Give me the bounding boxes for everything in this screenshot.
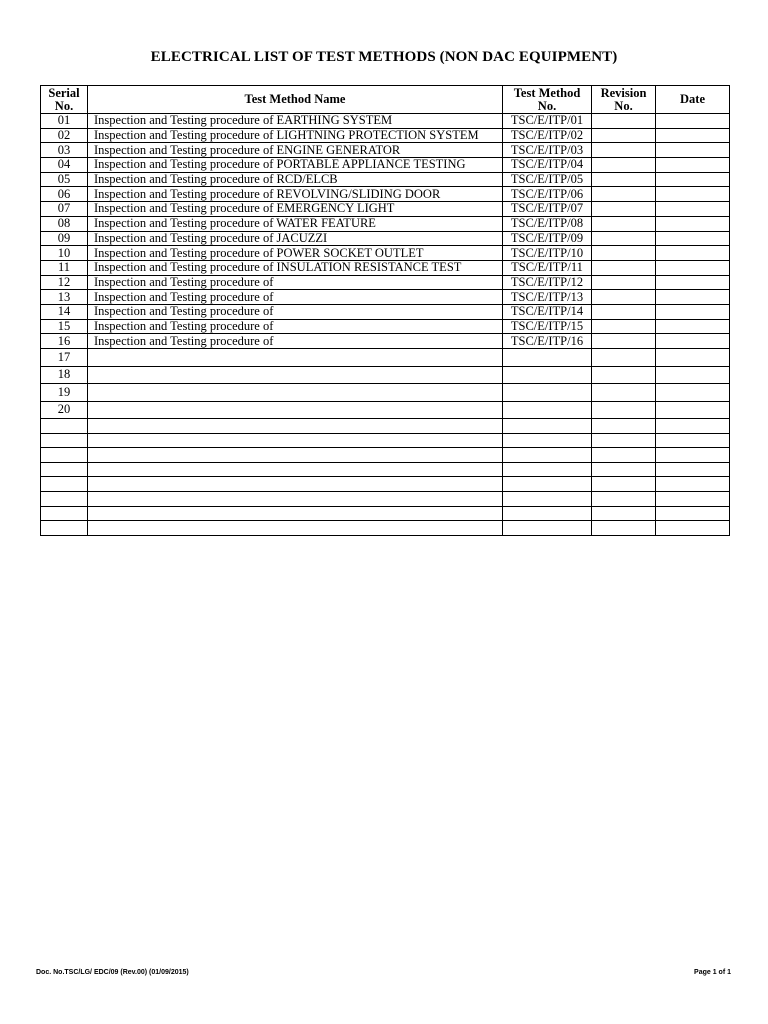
cell-date bbox=[656, 114, 730, 129]
cell-code: TSC/E/ITP/14 bbox=[503, 304, 592, 319]
cell-date bbox=[656, 202, 730, 217]
cell-revision bbox=[592, 349, 656, 367]
table-row bbox=[41, 521, 730, 536]
cell-code: TSC/E/ITP/08 bbox=[503, 216, 592, 231]
document-title: ELECTRICAL LIST OF TEST METHODS (NON DAC EQUIPMENT) bbox=[150, 49, 618, 65]
cell-date bbox=[656, 384, 730, 402]
cell-name bbox=[88, 506, 503, 521]
cell-code bbox=[503, 491, 592, 506]
cell-date bbox=[656, 158, 730, 173]
cell-date bbox=[656, 246, 730, 261]
cell-serial: 14 bbox=[41, 304, 88, 319]
table-row bbox=[41, 128, 730, 143]
cell-revision bbox=[592, 231, 656, 246]
cell-serial: 01 bbox=[41, 114, 88, 129]
table-row bbox=[41, 401, 730, 419]
cell-date bbox=[656, 128, 730, 143]
table-row bbox=[41, 143, 730, 158]
cell-code bbox=[503, 366, 592, 384]
cell-name: Inspection and Testing procedure of POWER SOCKET OUTLET bbox=[88, 246, 503, 261]
cell-code bbox=[503, 477, 592, 492]
cell-name: Inspection and Testing procedure of LIGHTNING PROTECTION SYSTEM bbox=[88, 128, 503, 143]
cell-revision bbox=[592, 246, 656, 261]
cell-name: Inspection and Testing procedure of ENGINE GENERATOR bbox=[88, 143, 503, 158]
cell-date bbox=[656, 462, 730, 477]
cell-name bbox=[88, 491, 503, 506]
cell-serial bbox=[41, 477, 88, 492]
cell-name bbox=[88, 349, 503, 367]
cell-revision bbox=[592, 260, 656, 275]
cell-name bbox=[88, 401, 503, 419]
cell-date bbox=[656, 216, 730, 231]
cell-revision bbox=[592, 319, 656, 334]
cell-revision bbox=[592, 433, 656, 448]
cell-revision bbox=[592, 158, 656, 173]
cell-name: Inspection and Testing procedure of bbox=[88, 304, 503, 319]
cell-name: Inspection and Testing procedure of EARTHING SYSTEM bbox=[88, 114, 503, 129]
cell-serial: 06 bbox=[41, 187, 88, 202]
cell-serial bbox=[41, 521, 88, 536]
cell-serial bbox=[41, 448, 88, 463]
cell-date bbox=[656, 349, 730, 367]
cell-date bbox=[656, 448, 730, 463]
cell-date bbox=[656, 143, 730, 158]
cell-date bbox=[656, 491, 730, 506]
cell-name: Inspection and Testing procedure of INSULATION RESISTANCE TEST bbox=[88, 260, 503, 275]
cell-serial: 02 bbox=[41, 128, 88, 143]
cell-code bbox=[503, 462, 592, 477]
cell-code bbox=[503, 384, 592, 402]
cell-code bbox=[503, 419, 592, 434]
cell-revision bbox=[592, 202, 656, 217]
cell-date bbox=[656, 401, 730, 419]
cell-revision bbox=[592, 172, 656, 187]
header-test-method-no: Test Method No. bbox=[503, 86, 592, 114]
cell-serial: 11 bbox=[41, 260, 88, 275]
cell-serial: 19 bbox=[41, 384, 88, 402]
table-row bbox=[41, 419, 730, 434]
cell-revision bbox=[592, 419, 656, 434]
cell-serial: 20 bbox=[41, 401, 88, 419]
table-row bbox=[41, 231, 730, 246]
cell-name bbox=[88, 433, 503, 448]
table-row bbox=[41, 260, 730, 275]
cell-code: TSC/E/ITP/16 bbox=[503, 334, 592, 349]
table-row bbox=[41, 202, 730, 217]
table-row bbox=[41, 304, 730, 319]
cell-serial: 17 bbox=[41, 349, 88, 367]
footer-doc-reference: Doc. No.TSC/LG/ EDC/09 (Rev.00) (01/09/2015) bbox=[36, 969, 189, 976]
cell-revision bbox=[592, 128, 656, 143]
cell-code: TSC/E/ITP/13 bbox=[503, 290, 592, 305]
cell-date bbox=[656, 290, 730, 305]
cell-revision bbox=[592, 366, 656, 384]
cell-revision bbox=[592, 506, 656, 521]
cell-name: Inspection and Testing procedure of bbox=[88, 334, 503, 349]
cell-serial bbox=[41, 462, 88, 477]
cell-revision bbox=[592, 477, 656, 492]
cell-name: Inspection and Testing procedure of REVOLVING/SLIDING DOOR bbox=[88, 187, 503, 202]
cell-serial: 05 bbox=[41, 172, 88, 187]
table-row bbox=[41, 114, 730, 129]
cell-name bbox=[88, 419, 503, 434]
header-serial: Serial No. bbox=[41, 86, 88, 114]
cell-name: Inspection and Testing procedure of bbox=[88, 319, 503, 334]
cell-code: TSC/E/ITP/12 bbox=[503, 275, 592, 290]
cell-serial bbox=[41, 433, 88, 448]
table-row bbox=[41, 366, 730, 384]
cell-name bbox=[88, 448, 503, 463]
cell-revision bbox=[592, 384, 656, 402]
cell-name: Inspection and Testing procedure of JACUZZI bbox=[88, 231, 503, 246]
table-row bbox=[41, 275, 730, 290]
cell-revision bbox=[592, 216, 656, 231]
table-row bbox=[41, 158, 730, 173]
cell-serial bbox=[41, 506, 88, 521]
cell-code: TSC/E/ITP/01 bbox=[503, 114, 592, 129]
table-row bbox=[41, 506, 730, 521]
table-row bbox=[41, 319, 730, 334]
test-methods-table bbox=[40, 85, 730, 536]
table-row bbox=[41, 477, 730, 492]
cell-serial: 15 bbox=[41, 319, 88, 334]
cell-name bbox=[88, 366, 503, 384]
cell-revision bbox=[592, 521, 656, 536]
cell-serial: 07 bbox=[41, 202, 88, 217]
table-row bbox=[41, 448, 730, 463]
cell-code: TSC/E/ITP/05 bbox=[503, 172, 592, 187]
cell-date bbox=[656, 477, 730, 492]
cell-code bbox=[503, 401, 592, 419]
cell-code: TSC/E/ITP/15 bbox=[503, 319, 592, 334]
cell-date bbox=[656, 521, 730, 536]
cell-revision bbox=[592, 290, 656, 305]
cell-code: TSC/E/ITP/03 bbox=[503, 143, 592, 158]
cell-revision bbox=[592, 401, 656, 419]
cell-name: Inspection and Testing procedure of RCD/ELCB bbox=[88, 172, 503, 187]
cell-name: Inspection and Testing procedure of bbox=[88, 290, 503, 305]
cell-revision bbox=[592, 114, 656, 129]
cell-revision bbox=[592, 187, 656, 202]
cell-code bbox=[503, 433, 592, 448]
table-row bbox=[41, 246, 730, 261]
table-row bbox=[41, 384, 730, 402]
cell-serial: 10 bbox=[41, 246, 88, 261]
cell-name: Inspection and Testing procedure of EMERGENCY LIGHT bbox=[88, 202, 503, 217]
header-revision: Revision No. bbox=[592, 86, 656, 114]
cell-date bbox=[656, 304, 730, 319]
cell-date bbox=[656, 419, 730, 434]
table-row bbox=[41, 216, 730, 231]
cell-name: Inspection and Testing procedure of WATER FEATURE bbox=[88, 216, 503, 231]
cell-date bbox=[656, 187, 730, 202]
cell-code: TSC/E/ITP/09 bbox=[503, 231, 592, 246]
cell-name bbox=[88, 462, 503, 477]
cell-code bbox=[503, 521, 592, 536]
cell-date bbox=[656, 172, 730, 187]
header-date: Date bbox=[656, 86, 730, 114]
cell-revision bbox=[592, 143, 656, 158]
cell-serial: 08 bbox=[41, 216, 88, 231]
table-header-row bbox=[41, 86, 730, 114]
cell-code: TSC/E/ITP/10 bbox=[503, 246, 592, 261]
cell-code: TSC/E/ITP/02 bbox=[503, 128, 592, 143]
cell-name bbox=[88, 384, 503, 402]
table-row bbox=[41, 290, 730, 305]
cell-serial: 03 bbox=[41, 143, 88, 158]
table-row bbox=[41, 491, 730, 506]
cell-revision bbox=[592, 448, 656, 463]
cell-date bbox=[656, 260, 730, 275]
footer-page-number: Page 1 of 1 bbox=[694, 969, 731, 976]
table-row bbox=[41, 172, 730, 187]
cell-date bbox=[656, 433, 730, 448]
cell-date bbox=[656, 334, 730, 349]
cell-date bbox=[656, 506, 730, 521]
cell-revision bbox=[592, 275, 656, 290]
cell-code: TSC/E/ITP/11 bbox=[503, 260, 592, 275]
cell-date bbox=[656, 231, 730, 246]
cell-serial: 16 bbox=[41, 334, 88, 349]
table-row bbox=[41, 433, 730, 448]
cell-code bbox=[503, 448, 592, 463]
cell-revision bbox=[592, 491, 656, 506]
cell-date bbox=[656, 319, 730, 334]
cell-serial: 04 bbox=[41, 158, 88, 173]
cell-code: TSC/E/ITP/04 bbox=[503, 158, 592, 173]
cell-code: TSC/E/ITP/07 bbox=[503, 202, 592, 217]
cell-serial: 13 bbox=[41, 290, 88, 305]
cell-serial: 12 bbox=[41, 275, 88, 290]
cell-date bbox=[656, 366, 730, 384]
table-row bbox=[41, 187, 730, 202]
cell-serial: 09 bbox=[41, 231, 88, 246]
cell-date bbox=[656, 275, 730, 290]
table-row bbox=[41, 462, 730, 477]
cell-code bbox=[503, 349, 592, 367]
cell-serial: 18 bbox=[41, 366, 88, 384]
cell-name bbox=[88, 477, 503, 492]
cell-name: Inspection and Testing procedure of PORTABLE APPLIANCE TESTING bbox=[88, 158, 503, 173]
cell-revision bbox=[592, 462, 656, 477]
cell-name: Inspection and Testing procedure of bbox=[88, 275, 503, 290]
cell-revision bbox=[592, 304, 656, 319]
table-row bbox=[41, 334, 730, 349]
cell-code: TSC/E/ITP/06 bbox=[503, 187, 592, 202]
cell-serial bbox=[41, 419, 88, 434]
cell-serial bbox=[41, 491, 88, 506]
table-body bbox=[41, 114, 730, 536]
table-row bbox=[41, 349, 730, 367]
cell-revision bbox=[592, 334, 656, 349]
cell-code bbox=[503, 506, 592, 521]
cell-name bbox=[88, 521, 503, 536]
header-test-method-name: Test Method Name bbox=[88, 86, 503, 114]
